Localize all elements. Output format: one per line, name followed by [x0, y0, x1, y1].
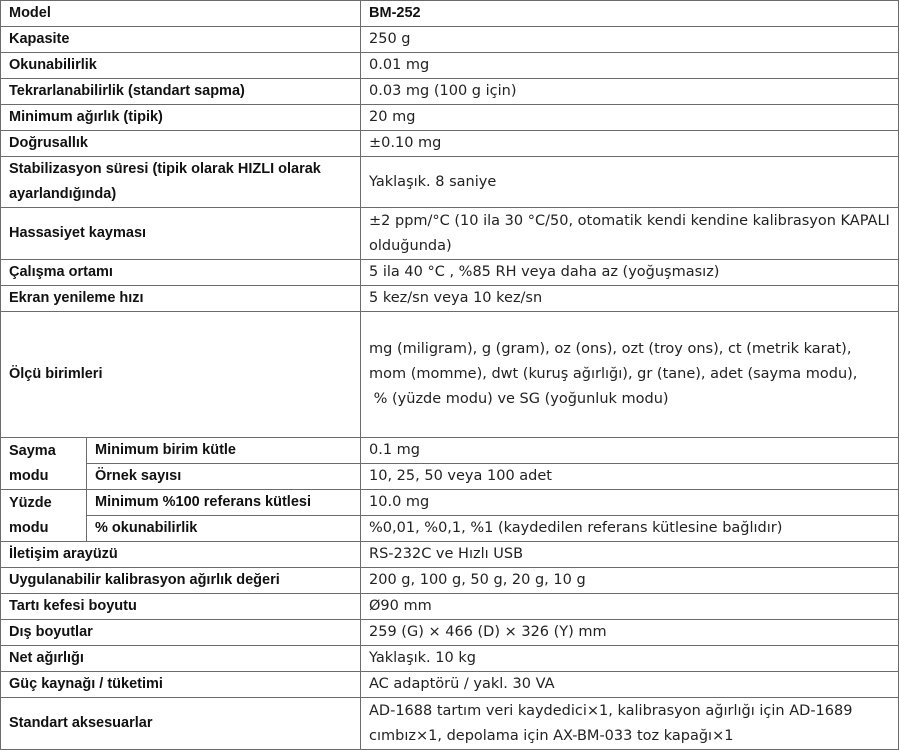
- spec-value: 0.1 mg: [361, 438, 899, 464]
- spec-value: AD-1688 tartım veri kaydedici×1, kalibrasyon ağırlığı için AD-1689 cımbız×1, depolama için AX-BM-033 toz kapağı×1: [361, 698, 899, 750]
- spec-value: ±0.10 mg: [361, 131, 899, 157]
- spec-value: %0,01, %0,1, %1 (kaydedilen referans kütlesine bağlıdır): [361, 516, 899, 542]
- spec-value: 0.01 mg: [361, 53, 899, 79]
- unit-line: mom (momme), dwt (kuruş ağırlığı), gr (tane), adet (sayma modu),: [369, 366, 858, 382]
- spec-label: Tartı kefesi boyutu: [1, 594, 361, 620]
- table-row: [1, 646, 899, 672]
- table-row: [1, 568, 899, 594]
- table-row: [1, 438, 899, 464]
- table-row: [1, 260, 899, 286]
- spec-value: 10.0 mg: [361, 490, 899, 516]
- spec-label: Okunabilirlik: [1, 53, 361, 79]
- model-value: BM-252: [361, 1, 899, 27]
- unit-line: % (yüzde modu) ve SG (yoğunluk modu): [369, 391, 669, 407]
- group-label-sayma: Sayma modu: [1, 438, 87, 490]
- spec-value: 259 (G) × 466 (D) × 326 (Y) mm: [361, 620, 899, 646]
- spec-value: Yaklaşık. 10 kg: [361, 646, 899, 672]
- spec-label: Örnek sayısı: [87, 464, 361, 490]
- spec-value: Yaklaşık. 8 saniye: [361, 157, 899, 208]
- spec-value: AC adaptörü / yakl. 30 VA: [361, 672, 899, 698]
- spec-value: 200 g, 100 g, 50 g, 20 g, 10 g: [361, 568, 899, 594]
- table-row: [1, 516, 899, 542]
- table-row: [1, 620, 899, 646]
- spec-value: 20 mg: [361, 105, 899, 131]
- spec-label: Standart aksesuarlar: [1, 698, 361, 750]
- spec-value: [361, 312, 899, 438]
- table-row: [1, 208, 899, 260]
- spec-value: 10, 25, 50 veya 100 adet: [361, 464, 899, 490]
- unit-line: mg (miligram), g (gram), oz (ons), ozt (troy ons), ct (metrik karat),: [369, 341, 852, 357]
- table-row: [1, 542, 899, 568]
- table-row: [1, 698, 899, 750]
- spec-label: Stabilizasyon süresi (tipik olarak HIZLI olarak ayarlandığında): [1, 157, 361, 208]
- spec-label: Hassasiyet kayması: [1, 208, 361, 260]
- table-row: [1, 286, 899, 312]
- table-row: [1, 27, 899, 53]
- spec-label: Minimum %100 referans kütlesi: [87, 490, 361, 516]
- spec-value: RS-232C ve Hızlı USB: [361, 542, 899, 568]
- spec-label: Ekran yenileme hızı: [1, 286, 361, 312]
- spec-label: Doğrusallık: [1, 131, 361, 157]
- spec-label: Güç kaynağı / tüketimi: [1, 672, 361, 698]
- spec-label: Kapasite: [1, 27, 361, 53]
- table-row: [1, 490, 899, 516]
- spec-label: Dış boyutlar: [1, 620, 361, 646]
- table-row: [1, 312, 899, 438]
- table-row: [1, 1, 899, 27]
- spec-value: 5 kez/sn veya 10 kez/sn: [361, 286, 899, 312]
- table-row: [1, 157, 899, 208]
- spec-value: 5 ila 40 °C , %85 RH veya daha az (yoğuşmasız): [361, 260, 899, 286]
- spec-label: Ölçü birimleri: [1, 312, 361, 438]
- table-row: [1, 131, 899, 157]
- spec-label: % okunabilirlik: [87, 516, 361, 542]
- spec-label: Net ağırlığı: [1, 646, 361, 672]
- table-row: [1, 105, 899, 131]
- spec-value: Ø90 mm: [361, 594, 899, 620]
- spec-label: Tekrarlanabilirlik (standart sapma): [1, 79, 361, 105]
- group-label-yuzde: Yüzde modu: [1, 490, 87, 542]
- model-label: Model: [1, 1, 361, 27]
- table-row: [1, 464, 899, 490]
- spec-value: 0.03 mg (100 g için): [361, 79, 899, 105]
- table-row: [1, 594, 899, 620]
- spec-label: Minimum ağırlık (tipik): [1, 105, 361, 131]
- spec-value: 250 g: [361, 27, 899, 53]
- spec-value: ±2 ppm/°C (10 ila 30 °C/50, otomatik kendi kendine kalibrasyon KAPALI olduğunda): [361, 208, 899, 260]
- spec-label: Minimum birim kütle: [87, 438, 361, 464]
- table-row: [1, 79, 899, 105]
- spec-label: Uygulanabilir kalibrasyon ağırlık değeri: [1, 568, 361, 594]
- spec-label: Çalışma ortamı: [1, 260, 361, 286]
- table-row: [1, 672, 899, 698]
- table-row: [1, 53, 899, 79]
- spec-label: İletişim arayüzü: [1, 542, 361, 568]
